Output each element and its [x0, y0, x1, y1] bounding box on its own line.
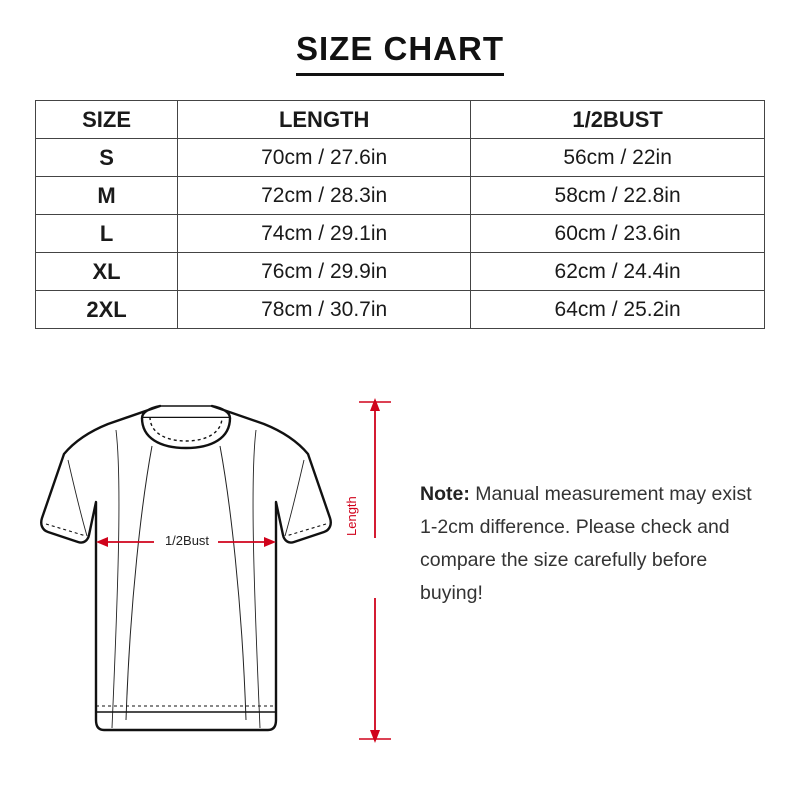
cell-bust: 60cm / 23.6in	[471, 215, 765, 253]
table-row	[36, 291, 765, 329]
table-header-bust: 1/2BUST	[471, 101, 765, 139]
tshirt-illustration	[30, 390, 340, 790]
size-chart-table-container	[35, 100, 765, 329]
cell-size: XL	[36, 253, 178, 291]
table-row	[36, 177, 765, 215]
diagram-section	[0, 390, 800, 800]
cell-size: 2XL	[36, 291, 178, 329]
page-title: SIZE CHART	[296, 30, 504, 76]
tshirt-svg	[30, 390, 340, 790]
cell-size: S	[36, 139, 178, 177]
cell-bust: 62cm / 24.4in	[471, 253, 765, 291]
cell-bust: 58cm / 22.8in	[471, 177, 765, 215]
length-arrow-svg	[345, 398, 405, 743]
note-text: Manual measurement may exist 1-2cm difference. Please check and compare the size carefully before buying!	[420, 483, 752, 604]
table-header-length: LENGTH	[178, 101, 471, 139]
note-block	[420, 478, 760, 610]
length-measure-arrow	[345, 398, 405, 738]
size-chart-table	[35, 100, 765, 329]
table-row	[36, 215, 765, 253]
length-measure-label: Length	[344, 496, 359, 536]
cell-length: 76cm / 29.9in	[178, 253, 471, 291]
table-row	[36, 253, 765, 291]
cell-length: 70cm / 27.6in	[178, 139, 471, 177]
note-prefix: Note:	[420, 483, 470, 505]
cell-size: M	[36, 177, 178, 215]
page-title-container	[0, 0, 800, 76]
cell-length: 72cm / 28.3in	[178, 177, 471, 215]
cell-bust: 64cm / 25.2in	[471, 291, 765, 329]
table-row	[36, 139, 765, 177]
table-header-row	[36, 101, 765, 139]
bust-measure-label: 1/2Bust	[164, 533, 210, 548]
cell-length: 78cm / 30.7in	[178, 291, 471, 329]
cell-bust: 56cm / 22in	[471, 139, 765, 177]
cell-length: 74cm / 29.1in	[178, 215, 471, 253]
cell-size: L	[36, 215, 178, 253]
table-header-size: SIZE	[36, 101, 178, 139]
